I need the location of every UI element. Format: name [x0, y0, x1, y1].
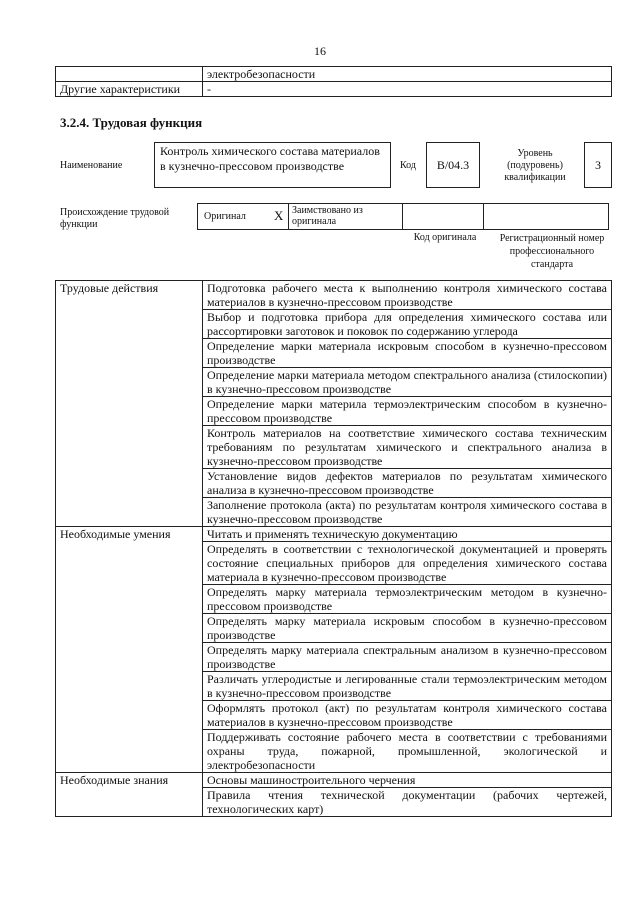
requirement-cell: Определение марки материала методом спектрального анализа (стилоскопии) в кузнечно-прессовом производстве [203, 368, 612, 397]
category-cell: Необходимые умения [56, 527, 203, 773]
table-cell: Другие характеристики [56, 82, 203, 97]
table-cell: - [203, 82, 612, 97]
requirement-cell: Подготовка рабочего места к выполнению контроля химического состава материалов в кузнечно-прессовом производстве [203, 281, 612, 310]
reg-number-label: Регистрационный номер профессионального стандарта [499, 233, 605, 270]
code-original-cell [402, 203, 484, 230]
table-cell [56, 67, 203, 82]
table-row [56, 281, 612, 310]
borrowed-cell: Заимствовано из оригинала [288, 203, 403, 230]
level-label: Уровень (подуровень) квалификации [504, 148, 566, 183]
category-cell: Трудовые действия [56, 281, 203, 527]
original-label: Оригинал [204, 211, 246, 222]
table-row [56, 773, 612, 788]
function-code-box: В/04.3 [426, 142, 480, 188]
requirement-cell: Поддерживать состояние рабочего места в соответствии с требованиями охраны труда, пожарной, промышленной, экологической и электробезопасности [203, 730, 612, 773]
level-value-box: 3 [584, 142, 612, 188]
requirement-cell: Читать и применять техническую документацию [203, 527, 612, 542]
original-cell [197, 203, 289, 230]
origin-row [198, 203, 612, 230]
requirement-cell: Контроль материалов на соответствие химического состава техническим требованиям по результатам химического и спектрального анализа в кузнечно-прессовом производстве [203, 426, 612, 469]
requirement-cell: Определять марку материала искровым способом в кузнечно-прессовом производстве [203, 614, 612, 643]
original-mark: X [274, 208, 284, 223]
section-heading: 3.2.4. Трудовая функция [60, 115, 203, 130]
requirement-cell: Различать углеродистые и легированные стали термоэлектрическим методом в кузнечно-прессовом производстве [203, 672, 612, 701]
requirement-cell: Оформлять протокол (акт) по результатам контроля химического состава материалов в кузнечно-прессовом производстве [203, 701, 612, 730]
code-original-label: Код оригинала [413, 232, 477, 243]
function-name-box: Контроль химического состава материалов в кузнечно-прессовом производстве [154, 142, 391, 188]
requirement-cell: Определение марки материла термоэлектрическим способом в кузнечно-прессовом производстве [203, 397, 612, 426]
table-row [56, 67, 612, 82]
table-cell: электробезопасности [203, 67, 612, 82]
requirement-cell: Определять марку материала термоэлектрическим методом в кузнечно-прессовом производстве [203, 585, 612, 614]
name-label: Наименование [60, 160, 123, 171]
requirement-cell: Основы машиностроительного черчения [203, 773, 612, 788]
requirement-cell: Определять в соответствии с технологической документацией и проверять состояние специальных приборов для определения химического состава материала в кузнечно-прессовом производстве [203, 542, 612, 585]
requirement-cell: Заполнение протокола (акта) по результатам контроля химического состава в кузнечно-прессовом производстве [203, 498, 612, 527]
requirement-cell: Определение марки материала искровым способом в кузнечно-прессовом производстве [203, 339, 612, 368]
category-cell: Необходимые знания [56, 773, 203, 817]
requirement-cell: Правила чтения технической документации (рабочих чертежей, технологических карт) [203, 788, 612, 817]
competency-table [55, 280, 612, 817]
table-row [56, 82, 612, 97]
origin-label: Происхождение трудовой функции [60, 207, 170, 230]
requirement-cell: Определять марку материала спектральным анализом в кузнечно-прессовом производстве [203, 643, 612, 672]
table-row [56, 527, 612, 542]
continuation-table [55, 66, 612, 97]
code-label: Код [400, 160, 416, 171]
requirement-cell: Установление видов дефектов материалов по результатам химического анализа в кузнечно-прессовом производстве [203, 469, 612, 498]
page-number: 16 [314, 44, 326, 58]
reg-number-cell [483, 203, 609, 230]
requirement-cell: Выбор и подготовка прибора для определения химического состава или рассортировки заготовок и поковок по содержанию углерода [203, 310, 612, 339]
